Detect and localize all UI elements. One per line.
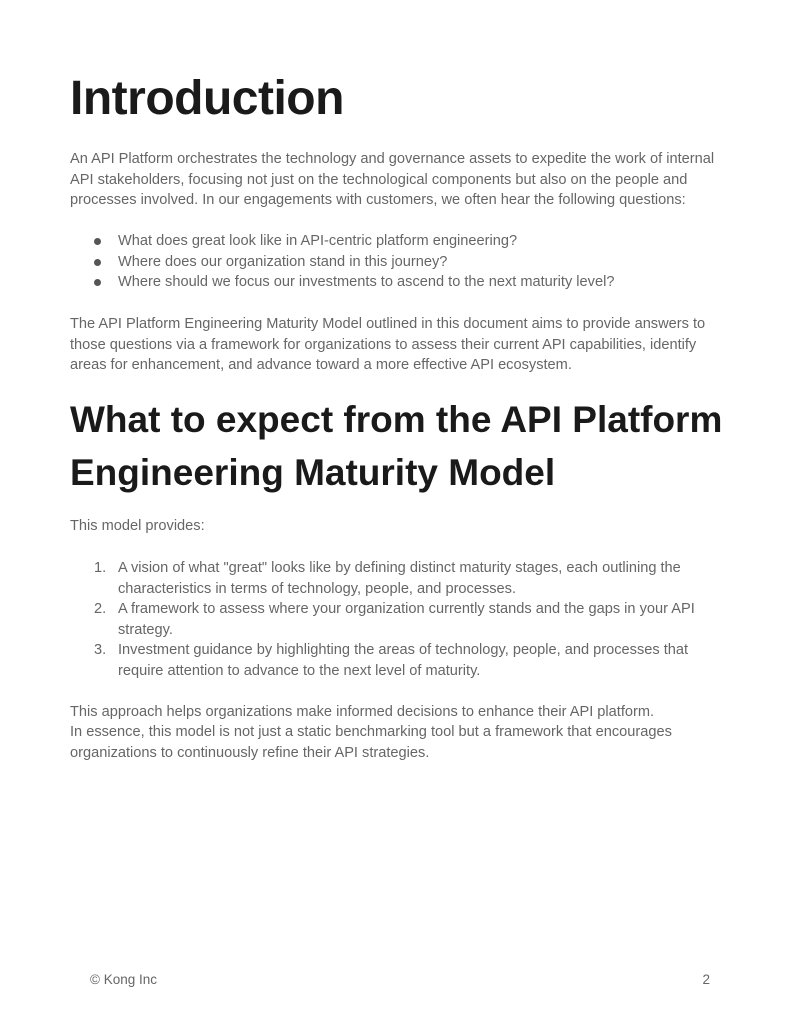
list-item <box>70 231 730 252</box>
questions-list <box>70 231 730 293</box>
footer-copyright: © Kong Inc <box>90 972 157 987</box>
item-text: A framework to assess where your organization currently stands and the gaps in your API strategy. <box>118 601 695 638</box>
model-paragraph: The API Platform Engineering Maturity Model outlined in this document aims to provide answers to those questions via a framework for organizations to assess their current API capabilities, identify areas for enhancement, and advance toward a more effective API ecosystem. <box>70 316 706 374</box>
question-text: What does great look like in API-centric platform engineering? <box>118 233 518 249</box>
list-item <box>70 252 730 273</box>
bullet-icon <box>94 259 101 266</box>
provides-list <box>70 558 730 682</box>
bullet-icon <box>94 238 101 245</box>
item-number: 1. <box>94 560 107 576</box>
heading-what-to-expect: What to expect from the API Platform Engineering Maturity Model <box>70 399 723 493</box>
question-text: Where should we focus our investments to ascend to the next maturity level? <box>118 274 615 291</box>
item-number: 3. <box>94 642 107 659</box>
item-text: A vision of what "great" looks like by defining distinct maturity stages, each outlining the characteristics in terms of technology, people, and processes. <box>118 560 681 597</box>
essence-paragraph: In essence, this model is not just a static benchmarking tool but a framework that encourages organizations to continuously refine their API strategies. <box>70 724 672 761</box>
list-item <box>70 558 730 599</box>
intro-paragraph: An API Platform orchestrates the technology and governance assets to expedite the work of internal API stakeholders, focusing not just on the technological components but also on the people and processes involved. In our engagements with customers, we often hear the following questions: <box>70 151 715 209</box>
provides-intro: This model provides: <box>70 518 205 534</box>
bullet-icon <box>94 279 101 286</box>
footer-page-number: 2 <box>702 972 710 987</box>
list-item <box>70 640 730 681</box>
question-text: Where does our organization stand in this journey? <box>118 253 448 270</box>
heading-introduction: Introduction <box>70 72 344 125</box>
item-number: 2. <box>94 601 107 618</box>
approach-paragraph: This approach helps organizations make informed decisions to enhance their API platform. <box>70 704 655 720</box>
list-item <box>70 599 730 640</box>
item-text: Investment guidance by highlighting the areas of technology, people, and processes that require attention to advance to the next level of maturity. <box>118 642 689 679</box>
list-item <box>70 272 730 293</box>
